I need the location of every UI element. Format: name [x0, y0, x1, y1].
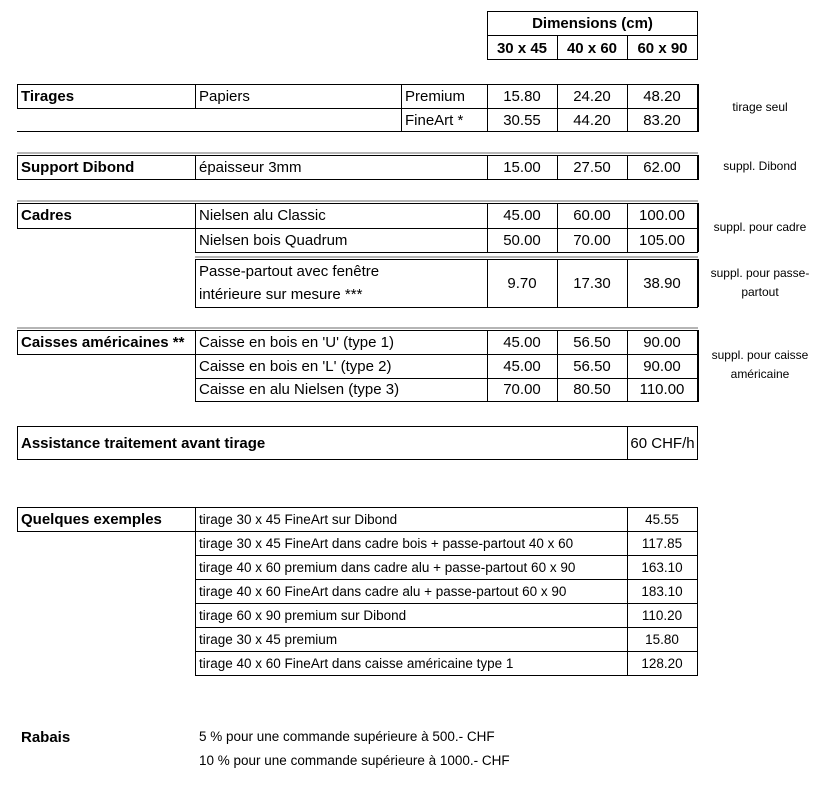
price-cell: 38.90 [643, 274, 681, 292]
rabais-label: Rabais [21, 728, 71, 746]
cadre-desc: Nielsen alu Classic [199, 207, 326, 224]
price-cell: 70.00 [573, 231, 611, 249]
divider [17, 200, 698, 202]
example-price: 15.80 [645, 631, 679, 647]
price-cell: 9.70 [507, 274, 537, 292]
passe-partout-note-line1: suppl. pour passe- [710, 266, 810, 280]
caisse-desc: Caisse en bois en 'L' (type 2) [199, 357, 392, 375]
tirages-note: tirage seul [732, 100, 788, 114]
passe-partout-note-line2: partout [741, 285, 779, 299]
tirage-type-fineart: FineArt * [405, 111, 464, 129]
divider [195, 84, 196, 108]
example-desc: tirage 30 x 45 premium [199, 631, 338, 647]
example-price: 117.85 [641, 535, 683, 551]
price-cell: 90.00 [643, 357, 681, 375]
example-desc: tirage 30 x 45 FineArt sur Dibond [199, 511, 398, 527]
divider [195, 259, 196, 307]
caisses-note-line2: américaine [730, 367, 790, 381]
rabais-line: 10 % pour une commande supérieure à 1000.- CHF [199, 753, 510, 769]
divider [195, 330, 196, 402]
price-cell: 110.00 [639, 381, 685, 398]
cadre-desc: Nielsen bois Quadrum [199, 231, 348, 249]
cadres-note: suppl. pour cadre [713, 220, 807, 234]
example-price: 163.10 [641, 559, 683, 575]
size-header-60x90: 60 x 90 [637, 39, 688, 57]
example-desc: tirage 60 x 90 premium sur Dibond [199, 607, 407, 623]
divider [697, 330, 699, 402]
price-cell: 45.00 [503, 333, 541, 351]
example-desc: tirage 30 x 45 FineArt dans cadre bois + passe-partout 40 x 60 [199, 535, 574, 551]
divider [17, 84, 18, 108]
caisses-label: Caisses américaines ** [21, 333, 185, 351]
price-cell: 100.00 [639, 207, 685, 224]
rabais-line: 5 % pour une commande supérieure à 500.- CHF [199, 729, 495, 745]
size-header-40x60: 40 x 60 [566, 39, 618, 57]
divider [17, 531, 195, 532]
caisses-note-line1: suppl. pour caisse [711, 348, 809, 362]
divider [195, 155, 196, 180]
divider [195, 307, 698, 308]
example-desc: tirage 40 x 60 FineArt dans caisse américaine type 1 [199, 655, 514, 671]
tirages-label: Tirages [21, 87, 75, 105]
divider [17, 330, 18, 354]
example-price: 183.10 [641, 583, 683, 599]
divider [195, 256, 698, 258]
example-price: 128.20 [641, 655, 683, 671]
price-cell: 24.20 [573, 87, 611, 105]
price-cell: 90.00 [643, 333, 681, 351]
price-cell: 45.00 [503, 207, 541, 224]
divider [17, 108, 401, 109]
passe-partout-note [702, 264, 818, 302]
caisse-desc: Caisse en alu Nielsen (type 3) [199, 381, 400, 398]
divider [195, 252, 698, 253]
divider [195, 507, 196, 675]
size-header-30x45: 30 x 45 [496, 39, 548, 57]
divider [697, 84, 699, 132]
price-cell: 45.00 [503, 357, 541, 375]
price-cell: 15.00 [503, 159, 541, 176]
divider [697, 259, 699, 307]
divider [17, 152, 698, 154]
tirage-type-premium: Premium [405, 87, 466, 105]
tirages-sub-label: Papiers [199, 87, 250, 105]
divider [697, 203, 699, 252]
exemples-label: Quelques exemples [21, 511, 162, 528]
assistance-label: Assistance traitement avant tirage [21, 434, 266, 452]
passe-partout-desc-line1: Passe-partout avec fenêtre [199, 262, 380, 280]
price-cell: 62.00 [643, 159, 681, 176]
divider [195, 675, 698, 676]
example-desc: tirage 40 x 60 premium dans cadre alu + passe-partout 60 x 90 [199, 559, 576, 575]
divider [17, 228, 195, 229]
dimensions-title: Dimensions (cm) [532, 14, 653, 32]
caisse-desc: Caisse en bois en 'U' (type 1) [199, 333, 394, 351]
example-desc: tirage 40 x 60 FineArt dans cadre alu + passe-partout 60 x 90 [199, 583, 567, 599]
caisses-note [702, 346, 818, 384]
price-cell: 17.30 [573, 274, 611, 292]
price-cell: 15.80 [503, 87, 541, 105]
price-cell: 30.55 [503, 111, 541, 129]
price-cell: 80.50 [573, 381, 611, 398]
support-note: suppl. Dibond [723, 159, 797, 173]
price-cell: 50.00 [503, 231, 541, 249]
support-label: Support Dibond [21, 159, 135, 176]
passe-partout-desc-line2: intérieure sur mesure *** [199, 285, 363, 303]
example-price: 45.55 [645, 511, 679, 527]
support-desc: épaisseur 3mm [199, 159, 302, 176]
divider [697, 507, 698, 675]
price-cell: 56.50 [573, 357, 611, 375]
price-cell: 60.00 [573, 207, 611, 224]
price-cell: 83.20 [643, 111, 681, 129]
example-price: 110.20 [641, 607, 683, 623]
price-cell: 27.50 [573, 159, 611, 176]
price-cell: 48.20 [643, 87, 681, 105]
divider [17, 203, 18, 228]
divider [17, 327, 698, 329]
price-cell: 105.00 [639, 231, 685, 249]
divider [17, 354, 195, 355]
price-cell: 56.50 [573, 333, 611, 351]
divider [17, 507, 18, 531]
price-cell: 44.20 [573, 111, 611, 129]
cadres-label: Cadres [21, 207, 72, 224]
divider [195, 401, 698, 402]
assistance-price: 60 CHF/h [630, 434, 695, 452]
price-cell: 70.00 [503, 381, 541, 398]
divider [697, 155, 699, 180]
